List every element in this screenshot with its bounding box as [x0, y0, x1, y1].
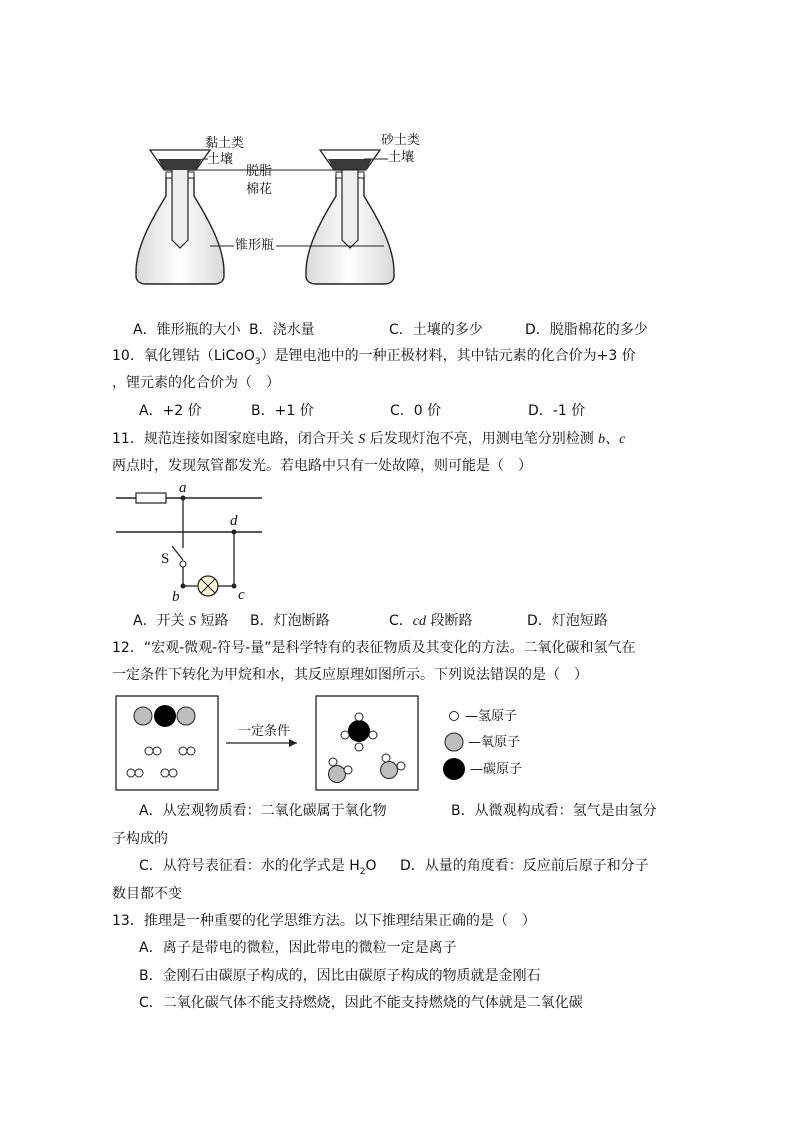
q13-option-c[interactable]: C．二氧化碳气体不能支持燃烧，因此不能支持燃烧的气体就是二氧化碳 — [139, 995, 583, 1011]
q12-option-c[interactable]: C．从符号表征看：水的化学式是 $H_2O$ — [139, 858, 377, 877]
q12-option-d[interactable]: D．从量的角度看：反应前后原子和分子 — [400, 858, 649, 874]
q12-stem-line2: 一定条件下转化为甲烷和水，其反应原理如图所示。下列说法错误的是（ ） — [112, 667, 588, 683]
label-cotton-2: 棉花 — [246, 182, 273, 197]
circuit-label-d: d — [230, 513, 238, 529]
q9-option-a[interactable]: A．锥形瓶的大小 — [133, 322, 241, 338]
q11-option-b[interactable]: B．灯泡断路 — [250, 613, 330, 629]
legend-carbon-icon — [443, 758, 465, 780]
q12-stem-line1: 12．“宏观-微观-符号-量”是科学特有的表征物质及其变化的方法。二氧化碳和氢气在 — [112, 640, 636, 656]
label-clay-soil-2: 土壤 — [207, 152, 234, 167]
q12-option-b[interactable]: B．从微观构成看：氢气是由氢分 — [451, 803, 657, 819]
q9-option-d[interactable]: D．脱脂棉花的多少 — [525, 322, 648, 338]
q10-stem-line1: 10．氧化锂钴（LiCoO$_3$）是锂电池中的一种正极材料，其中钴元素的化合价为+3 价 — [112, 348, 636, 367]
q9-option-c[interactable]: C．土壤的多少 — [389, 322, 483, 338]
q11-option-a[interactable]: A．开关 S 短路 — [133, 613, 229, 629]
q13-stem: 13．推理是一种重要的化学思维方法。以下推理结果正确的是（ ） — [112, 913, 536, 929]
q9-option-b[interactable]: B．浇水量 — [249, 322, 315, 338]
q12-option-b-continued: 子构成的 — [112, 831, 168, 847]
circuit-label-s: S — [161, 551, 170, 567]
label-sand-soil-2: 土壤 — [388, 150, 415, 165]
q13-option-b[interactable]: B．金刚石由碳原子构成的，因比由碳原子构成的物质就是金刚石 — [139, 968, 541, 984]
legend-hydrogen-icon — [450, 712, 459, 721]
q11-option-c[interactable]: C．cd 段断路 — [389, 613, 473, 629]
label-sand-soil-1: 砂土类 — [381, 133, 421, 148]
label-clay-soil-1: 黏土类 — [205, 136, 245, 151]
q10-option-b[interactable]: B．+1 价 — [251, 403, 314, 419]
circuit-label-c: c — [238, 587, 245, 603]
legend-oxygen-icon — [445, 733, 463, 751]
q11-option-d[interactable]: D．灯泡短路 — [527, 613, 608, 629]
circuit-label-a: a — [179, 480, 187, 496]
q12-option-a[interactable]: A．从宏观物质看：二氧化碳属于氧化物 — [139, 803, 387, 819]
legend-carbon-label: —碳原子 — [470, 762, 523, 777]
legend-hydrogen-label: —氢原子 — [465, 709, 518, 724]
q10-option-d[interactable]: D．-1 价 — [528, 403, 586, 419]
q10-option-a[interactable]: A．+2 价 — [139, 403, 202, 419]
q11-stem-line2: 两点时，发现氖管都发光。若电路中只有一处故障，则可能是（ ） — [112, 458, 532, 474]
q11-stem-line1: 11．规范连接如图家庭电路，闭合开关 S 后发现灯泡不亮，用测电笔分别检测 b、c — [112, 431, 626, 447]
circuit-label-b: b — [172, 589, 180, 605]
label-cotton-1: 脱脂 — [246, 164, 273, 179]
reaction-arrow-label: 一定条件 — [238, 724, 291, 739]
legend-oxygen-label: —氧原子 — [468, 735, 521, 750]
q12-option-d-continued: 数目都不变 — [112, 886, 182, 902]
q10-stem-line2: ，锂元素的化合价为（ ） — [112, 375, 280, 391]
q10-option-c[interactable]: C．0 价 — [390, 403, 442, 419]
q13-option-a[interactable]: A．离子是带电的微粒，因此带电的微粒一定是离子 — [139, 940, 457, 956]
label-flask: 锥形瓶 — [235, 238, 275, 253]
